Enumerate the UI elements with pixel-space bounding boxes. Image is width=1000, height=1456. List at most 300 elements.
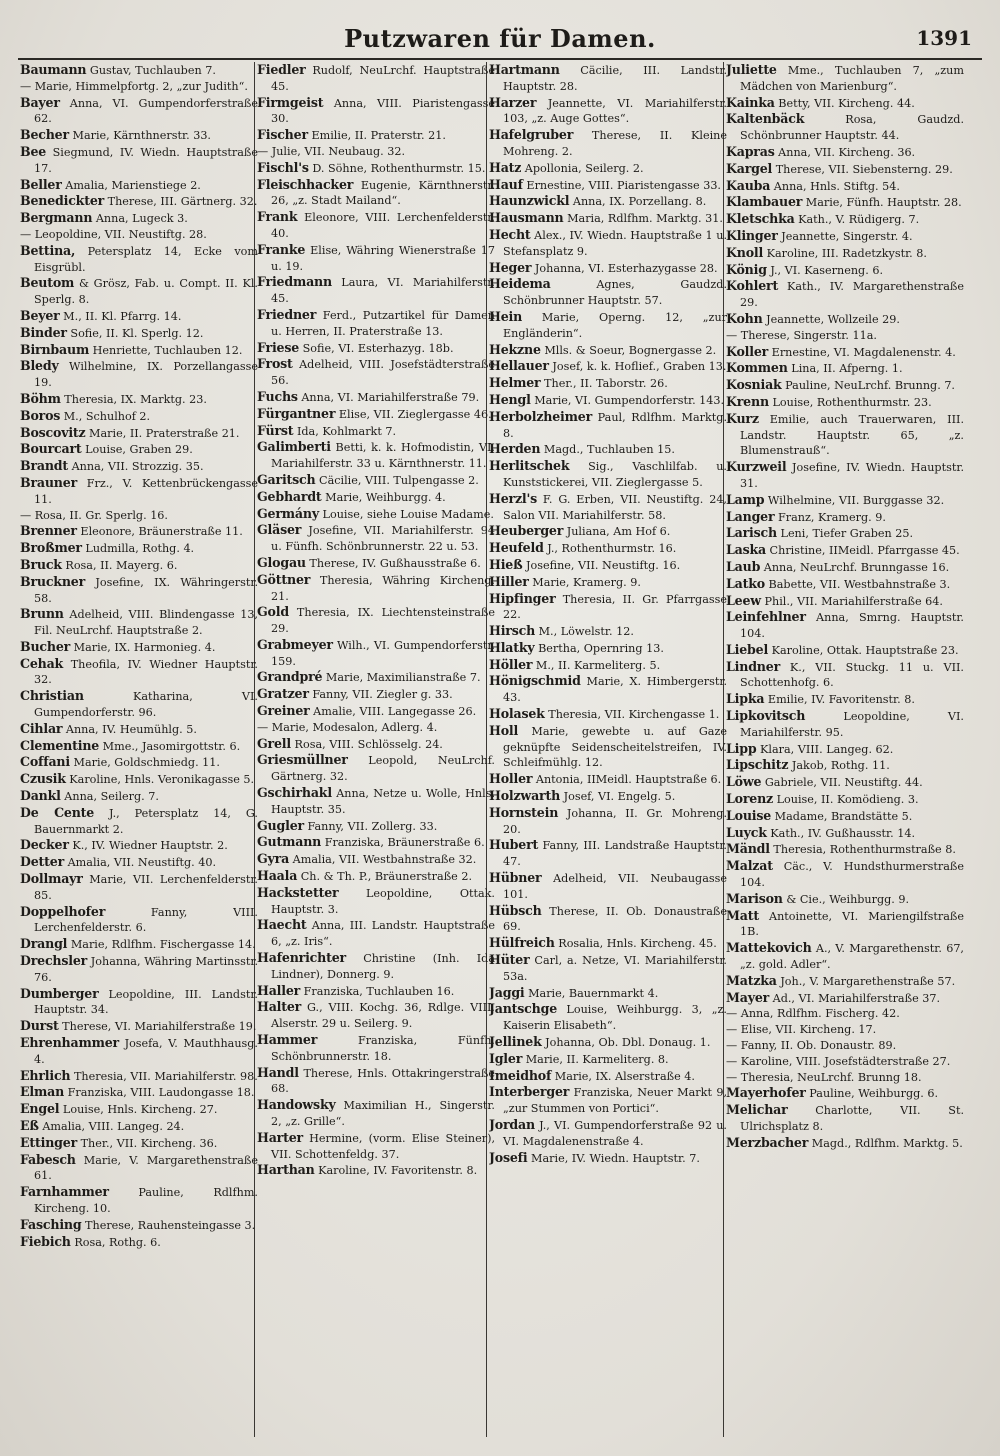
directory-entry [726,825,964,842]
directory-entry [257,209,495,242]
entry-details: Therese, III. Gärtnerg. 32. [104,195,258,209]
entry-details: Amalia, VII. Neustiftg. 40. [64,856,217,870]
entry-details: Leopoldine, VI. Mariahilferstr. 95. [740,710,964,739]
directory-entry [726,1054,964,1070]
entry-details: Louise, siehe Louise Madame. [318,507,494,521]
entry-name: Brandt [20,458,69,474]
entry-details: Anna, Lugeck 3. [92,212,188,226]
entry-name: Heger [489,259,532,275]
entry-details: Wilhelmine, VII. Burggasse 32. [764,493,945,507]
directory-entry [726,194,964,211]
entry-name: Christian [20,688,84,704]
entry-name: Mattekovich [726,940,812,956]
directory-entry [20,193,258,210]
entry-name: Latko [726,575,765,591]
entry-details: Anna, VII. Kircheng. 36. [774,145,916,159]
entry-name: Beutom [20,275,75,291]
entry-name: Benedickter [20,193,105,209]
entry-details: Siegmund, IV. Wiedn. Hauptstraße 17. [34,145,258,175]
entry-details: Marie, V. Margarethenstraße 61. [34,1153,258,1183]
entry-name: Melichar [726,1102,788,1118]
entry-details: Wilh., VI. Gumpendorferstr. 159. [271,638,495,668]
entry-name: Heuberger [489,523,564,539]
entry-name: Jantschge [489,1001,558,1017]
entry-details: — Theresia, NeuLrchf. Brunng 18. [726,1070,922,1084]
entry-name: Hafenrichter [257,950,346,966]
entry-details: Emilie, IV. Favoritenstr. 8. [764,693,915,707]
entry-name: Hafelgruber [489,127,574,143]
directory-entry [726,1022,964,1038]
directory-entry [20,837,258,854]
entry-details: Elise, Währing Wienerstraße 17 u. 19. [271,243,495,273]
directory-entry [20,1084,258,1101]
entry-details: Adelheid, VIII. Josefstädterstraße 56. [271,358,495,388]
entry-name: Kapras [726,143,775,159]
entry-details: Josefine, IV. Wiedn. Hauptstr. 31. [740,461,964,490]
entry-details: Franz, Kramerg. 9. [774,510,886,524]
directory-entry [257,522,495,555]
directory-entry [257,703,495,720]
entry-name: Holler [489,771,533,787]
entry-name: De Cente [20,804,95,820]
entry-details: — Therese, Singerstr. 11a. [726,328,877,342]
entry-details: Fanny, VIII. Lerchenfelderstr. 6. [34,905,258,935]
directory-entry [20,871,258,904]
entry-details: Rudolf, NeuLrchf. Hauptstraße 45. [271,64,495,93]
directory-entry [726,1102,964,1135]
entry-details: Eleonore, Bräunerstraße 11. [76,525,243,539]
entry-details: Marie, II. Praterstraße 21. [85,426,240,440]
entry-details: Marie, Kramerg. 9. [528,575,641,589]
entry-details: Laura, VI. Mariahilferstr. 45. [271,276,495,306]
directory-entry [257,868,495,885]
entry-name: Hlatky [489,639,535,655]
entry-details: Marie, IX. Alserstraße 4. [551,1069,695,1083]
entry-details: Magd., Rdlfhm. Marktg. 5. [808,1136,963,1150]
directory-entry [257,1162,495,1179]
entry-details: Rosa, Rothg. 6. [70,1235,161,1249]
directory-entry [726,1085,964,1102]
entry-details: Marie, Goldschmiedg. 11. [69,756,220,770]
entry-details: Leopoldine, III. Landstr. Hauptstr. 34. [34,987,258,1017]
directory-entry [20,177,258,194]
directory-entry [726,459,964,492]
entry-name: Harthan [257,1162,315,1178]
directory-entry [726,808,964,825]
entry-details: Marie, VI. Gumpendorferstr. 143. [530,393,725,407]
entry-details: Sig., Vaschlilfab. u. Kunststickerei, VII. Zieglergasse 5. [503,460,727,489]
entry-name: Ehrlich [20,1067,71,1083]
entry-name: Elman [20,1084,65,1100]
directory-entry [489,358,727,375]
entry-name: Koller [726,343,769,359]
entry-name: Gebhardt [257,488,322,504]
entry-name: Hein [489,308,523,324]
entry-details: Rosa, Gaudzd. Schönbrunner Hauptstr. 44. [740,113,964,143]
entry-details: Louise, Hnls. Kircheng. 27. [59,1103,218,1117]
entry-details: Eleonore, VIII. Lerchenfelderstr. 40. [271,211,495,240]
directory-entry [257,340,495,357]
directory-entry [489,1051,727,1068]
entry-details: Josefine, VII. Mariahilferstr. 94 u. Fünfh. Schönbrunnerstr. 22 u. 53. [271,524,495,554]
directory-entry [20,754,258,771]
entry-name: Kommen [726,360,788,376]
entry-name: Hackstetter [257,884,339,900]
entry-name: Haala [257,868,298,884]
entry-name: Beyer [20,307,60,323]
directory-entry [489,309,727,342]
directory-entry [20,325,258,342]
entry-name: Höller [489,656,533,672]
entry-details: Rosa, VIII. Schlösselg. 24. [290,737,443,751]
directory-entry [489,1001,727,1034]
entry-details: Rosalia, Hnls. Kircheng. 45. [554,937,717,951]
entry-name: Göttner [257,571,311,587]
directory-entry [489,62,727,95]
entry-details: Babette, VII. Westbahnstraße 3. [764,577,951,591]
entry-details: Franziska, Neuer Markt 9, „zur Stummen von Portici“. [503,1086,727,1116]
directory-entry [257,555,495,572]
directory-entry [726,411,964,459]
entry-name: Kletschka [726,211,795,227]
entry-name: Fiedler [257,62,306,77]
directory-entry [726,593,964,610]
directory-entry [257,637,495,670]
directory-entry [726,525,964,542]
entry-name: Fischer [257,127,308,143]
directory-entry [20,62,258,79]
directory-entry [726,360,964,377]
entry-details: Johanna, Währing Martinsstr. 76. [34,955,258,984]
entry-name: Hengl [489,391,531,407]
directory-entry [20,606,258,639]
entry-details: Joh., V. Margarethenstraße 57. [776,974,956,988]
directory-entry [20,441,258,458]
entry-name: Drangl [20,936,68,952]
entry-name: Becher [20,127,69,143]
directory-entry [20,210,258,227]
directory-entry [726,1135,964,1152]
entry-name: Hönigschmid [489,673,581,689]
directory-entry [257,144,495,160]
directory-entry [489,260,727,277]
entry-name: Laub [726,558,761,574]
entry-name: Bee [20,143,47,159]
entry-details: Theresia, IX. Marktg. 23. [60,392,207,406]
directory-entry [257,885,495,918]
entry-name: Holzwarth [489,788,561,804]
entry-details: Mlls. & Soeur, Bognergasse 2. [540,343,717,357]
directory-entry [257,834,495,851]
entry-name: Mändl [726,841,770,857]
directory-entry [20,508,258,524]
entry-name: Jordan [489,1117,535,1132]
entry-details: Anna, IX. Porzellang. 8. [569,195,707,209]
directory-entry [20,475,258,508]
directory-entry [726,492,964,509]
entry-name: Beller [20,176,62,192]
entry-name: Gold [257,604,289,620]
directory-entry [20,95,258,128]
directory-entry [489,276,727,309]
entry-details: Kath., IV. Gußhausstr. 14. [766,826,916,840]
directory-entry [20,1118,258,1135]
directory-entry [257,127,495,144]
directory-entry [726,659,964,692]
entry-name: Lipschitz [726,757,789,773]
entry-name: Frank [257,209,298,225]
entry-details: Carl, a. Netze, VI. Mariahilferstr. 53a. [503,954,727,983]
entry-name: Doppelhofer [20,903,106,919]
directory-entry [257,950,495,983]
entry-name: Ehrenhammer [20,1035,119,1051]
entry-details: Ther., VII. Kircheng. 36. [77,1136,218,1150]
entry-name: Czusik [20,771,66,787]
directory-entry [20,1152,258,1185]
entry-details: Marie, IV. Wiedn. Hauptstr. 7. [527,1151,700,1165]
directory-entry [489,903,727,936]
directory-entry [20,425,258,442]
entry-details: Leopold, NeuLrchf. Gärtnerg. 32. [271,754,495,784]
directory-entry [257,851,495,868]
entry-details: Theresia, Rothenthurmstraße 8. [769,843,956,857]
directory-entry [257,506,495,523]
entry-name: Kurzweil [726,459,787,475]
directory-entry [257,423,495,440]
entry-details: Marie, Rdlfhm. Fischergasse 14. [67,938,256,952]
entry-details: M., Schulhof 2. [60,409,151,423]
entry-details: J., VI. Gumpendorferstraße 92 u. VI. Magdalenenstraße 4. [503,1119,727,1148]
entry-details: Ferd., Putzartikel für Damen u. Herren, II. Praterstraße 13. [271,308,495,338]
directory-entry [489,673,727,706]
entry-name: Herden [489,441,541,457]
entry-details: Frz., V. Kettenbrückengasse 11. [34,476,258,506]
entry-name: Durst [20,1018,59,1034]
entry-details: Ch. & Th. P., Bräunerstraße 2. [297,870,473,884]
entry-name: Hübner [489,870,542,886]
entry-name: Kainka [726,94,775,110]
entry-name: Griesmüllner [257,752,348,768]
entry-details: Johanna, II. Gr. Mohreng. 20. [503,806,727,836]
entry-details: G., VIII. Kochg. 36, Rdlge. VIII. Alserstr. 29 u. Seilerg. 9. [271,1001,495,1031]
entry-details: Rosa, II. Mayerg. 6. [61,558,178,572]
directory-entry [257,1130,495,1163]
entry-name: Bledy [20,358,59,374]
entry-name: Liebel [726,641,769,657]
directory-entry [726,708,964,741]
directory-entry [20,408,258,425]
entry-details: J., Petersplatz 14, G. Bauernmarkt 2. [34,806,258,836]
entry-details: Anna, Hnls. Stiftg. 54. [770,179,900,193]
directory-entry [489,1117,727,1150]
entry-name: Marison [726,890,783,906]
entry-name: Krenn [726,393,769,409]
entry-name: Garitsch [257,471,316,487]
entry-name: Bayer [20,94,60,110]
entry-details: Petersplatz 14, Ecke vom Eisgrübl. [34,244,258,274]
directory-entry [726,394,964,411]
entry-name: Gyra [257,851,290,867]
directory-entry [726,228,964,245]
entry-details: Theresia, IX. Liechtensteinstraße 29. [271,606,495,636]
directory-entry [20,144,258,177]
entry-details: Ernestine, VIII. Piaristengasse 33. [522,178,721,192]
directory-entry [257,1065,495,1098]
entry-name: Hausmann [489,210,564,226]
directory-entry [489,1034,727,1051]
entry-details: Franziska, Tuchlauben 16. [300,984,455,998]
directory-entry [489,952,727,985]
entry-name: Detter [20,854,65,870]
directory-entry [726,62,964,95]
directory-entry [489,771,727,788]
directory-entry [20,1035,258,1068]
entry-name: Imeidhof [489,1067,552,1083]
entry-name: Galimberti [257,439,331,455]
entry-name: Glogau [257,554,306,570]
entry-name: Lipp [726,740,757,756]
directory-entry [257,177,495,210]
directory-entry [20,771,258,788]
entry-details: Therese, Hnls. Ottakringerstraße 68. [271,1066,495,1096]
directory-entry [20,79,258,95]
entry-details: — Elise, VII. Kircheng. 17. [726,1023,877,1037]
directory-entry [20,523,258,540]
entry-details: Maria, Rdlfhm. Marktg. 31. [563,212,723,226]
entry-details: K., IV. Wiedner Hauptstr. 2. [68,839,228,853]
entry-details: Louise, Weihburgg. 3, „z. Kaiserin Elisabeth“. [503,1003,727,1033]
entry-name: Cihlar [20,720,63,736]
directory-entry [20,1101,258,1118]
entry-details: Anna, VI. Gumpendorferstraße 62. [34,96,258,126]
directory-entry [20,656,258,689]
directory-entry [726,211,964,228]
directory-entry [489,623,727,640]
entry-name: Louise [726,807,772,823]
entry-details: Mme., Jasomirgottstr. 6. [99,739,241,753]
entry-name: Ettinger [20,1134,78,1150]
directory-entry [20,1018,258,1035]
entry-details: Christine, IIMeidl. Pfarrgasse 45. [766,544,960,558]
entry-name: Klambauer [726,194,803,210]
entry-details: Sofie, VI. Esterhazyg. 18b. [299,341,454,355]
entry-name: Franke [257,241,306,257]
entry-name: Boscovitz [20,424,86,440]
directory-entry [489,441,727,458]
entry-name: Bruck [20,556,62,572]
entry-name: Grell [257,735,291,751]
entry-name: Lipkovitsch [726,708,806,724]
entry-details: Amalie, VIII. Langegasse 26. [309,705,477,719]
entry-details: Gabriele, VII. Neustiftg. 44. [761,776,923,790]
entry-name: Firmgeist [257,94,324,110]
directory-entry [726,774,964,791]
entry-name: Haunzwickl [489,193,570,209]
directory-entry [726,973,964,990]
directory-entry [726,311,964,328]
entry-name: Mayerhofer [726,1085,806,1101]
directory-entry [726,1070,964,1086]
entry-name: Herlitschek [489,458,570,474]
entry-name: Holasek [489,706,545,722]
entry-name: Bucher [20,638,71,654]
entry-details: Therese, II. Ob. Donaustraße 69. [503,904,727,934]
directory-entry [726,940,964,973]
column-2 [257,62,495,1442]
entry-details: Marie, Weihburgg. 4. [321,490,446,504]
entry-name: Kohlert [726,278,779,294]
entry-details: Charlotte, VII. St. Ulrichsplatz 8. [740,1104,964,1133]
directory-entry [489,591,727,624]
directory-entry [20,458,258,475]
entry-name: Hirsch [489,623,536,639]
entry-details: Marie, Operng. 12, „zur Engländerin“. [503,310,727,340]
entry-details: — Rosa, II. Gr. Sperlg. 16. [20,508,168,522]
directory-entry [20,342,258,359]
entry-details: A., V. Margarethenstr. 67, „z. gold. Adler“. [740,942,964,972]
directory-entry [489,1068,727,1085]
directory-entry [726,542,964,559]
directory-entry [489,491,727,524]
directory-entry [489,788,727,805]
directory-entry [257,917,495,950]
entry-name: Fuchs [257,388,298,404]
entry-details: J., Rothenthurmstr. 16. [543,542,677,556]
entry-name: Brunn [20,606,64,622]
entry-details: Emilie, II. Praterstr. 21. [307,129,446,143]
entry-details: Leopoldine, Ottak. Hauptstr. 3. [271,886,495,916]
entry-name: Hülfreich [489,935,555,951]
entry-details: Anna, VIII. Piaristengasse 30. [271,96,495,126]
entry-name: Gratzer [257,686,309,702]
entry-details: Anna, VI. Mariahilferstraße 79. [297,390,480,404]
entry-details: J., VI. Kaserneng. 6. [766,263,883,277]
directory-entry [726,559,964,576]
entry-name: Friedmann [257,274,332,290]
directory-entry [489,657,727,674]
entry-name: Hecht [489,226,531,242]
entry-details: Therese, II. Kleine Mohreng. 2. [503,129,727,158]
directory-entry [489,706,727,723]
directory-entry [257,818,495,835]
directory-entry [489,160,727,177]
entry-details: Karoline, Hnls. Veronikagasse 5. [65,773,255,787]
entry-name: Hatz [489,159,522,175]
entry-details: F. G. Erben, VII. Neustiftg. 24, Salon VII. Mariahilferstr. 58. [503,492,727,522]
entry-details: & Cie., Weihburgg. 9. [782,892,910,906]
entry-name: Josefi [489,1149,528,1165]
entry-details: — Julie, VII. Neubaug. 32. [257,144,406,158]
entry-details: Hermine, (vorm. Elise Steiner), VII. Schottenfeldg. 37. [271,1131,495,1161]
entry-details: Anna, III. Landstr. Hauptstraße 6, „z. Iris“. [271,919,495,949]
entry-name: Birnbaum [20,341,90,357]
entry-details: Josef, VI. Engelg. 5. [560,790,676,804]
entry-name: Herbolzheimer [489,408,593,424]
entry-name: Holl [489,722,519,738]
directory-entry [726,245,964,262]
entry-details: Franziska, VIII. Laudongasse 18. [64,1086,255,1100]
entry-name: Böhm [20,390,61,406]
directory-entry [20,1135,258,1152]
directory-entry [20,936,258,953]
directory-entry [489,574,727,591]
entry-name: Heufeld [489,540,544,556]
entry-details: Cäcilie, III. Landstr. Hauptstr. 28. [503,64,727,93]
entry-details: Karoline, Ottak. Hauptstraße 23. [768,643,959,657]
entry-name: Coffani [20,754,70,770]
entry-name: Handowsky [257,1097,336,1113]
directory-entry [20,738,258,755]
